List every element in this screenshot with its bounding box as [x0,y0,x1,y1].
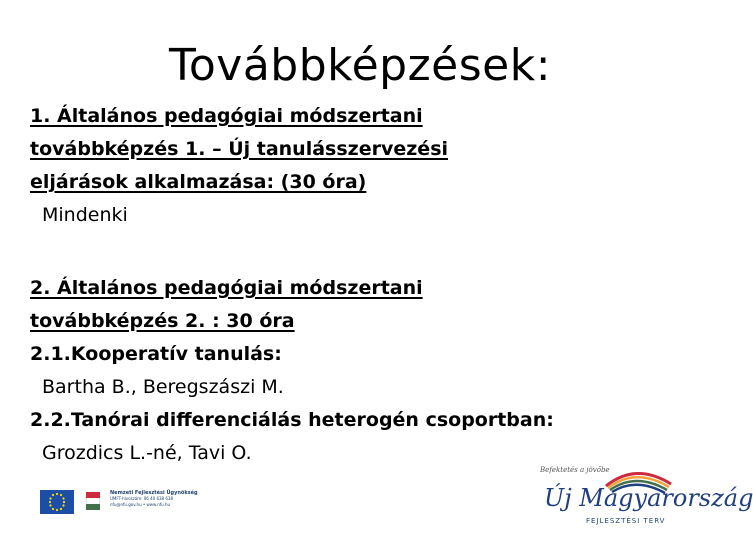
subitem-label: 2.1.Kooperatív tanulás: [30,343,282,365]
logo-brand: Új Magyarország [544,484,753,512]
training-item-2 [30,272,710,470]
logo-subbrand: FEJLESZTÉSI TERV [586,517,666,525]
eu-flag-icon [40,490,74,514]
logo-tagline: Befektetés a jövőbe [540,466,610,474]
participants: Mindenki [42,204,128,226]
ministry-name: Nemzeti Fejlesztési Ügynökség [110,490,198,496]
training-heading-line: eljárások alkalmazása: (30 óra) [30,171,367,193]
hungarian-coat-of-arms-icon [86,492,100,510]
new-hungary-logo [536,460,753,530]
ministry-logo-block [40,488,210,516]
slide-title: Továbbképzések: [168,40,552,91]
ministry-text [110,490,210,508]
participants: Grozdics L.-né, Tavi O. [42,442,252,464]
ministry-web: nfu@nfu.gov.hu • www.nfu.hu [110,502,171,507]
participants: Bartha B., Beregszászi M. [42,376,284,398]
subitem-label: 2.2.Tanórai differenciálás heterogén csoportban: [30,409,554,431]
training-heading-line: továbbképzés 1. – Új tanulásszervezési [30,138,449,160]
training-heading-line: 1. Általános pedagógiai módszertani [30,105,423,127]
slide-content [30,100,710,470]
training-heading-line: továbbképzés 2. : 30 óra [30,310,295,332]
training-item-1 [30,100,710,232]
training-heading-line: 2. Általános pedagógiai módszertani [30,277,423,299]
ministry-phone: UMFT-hívoszám: 06 40 638 638 [110,496,174,501]
